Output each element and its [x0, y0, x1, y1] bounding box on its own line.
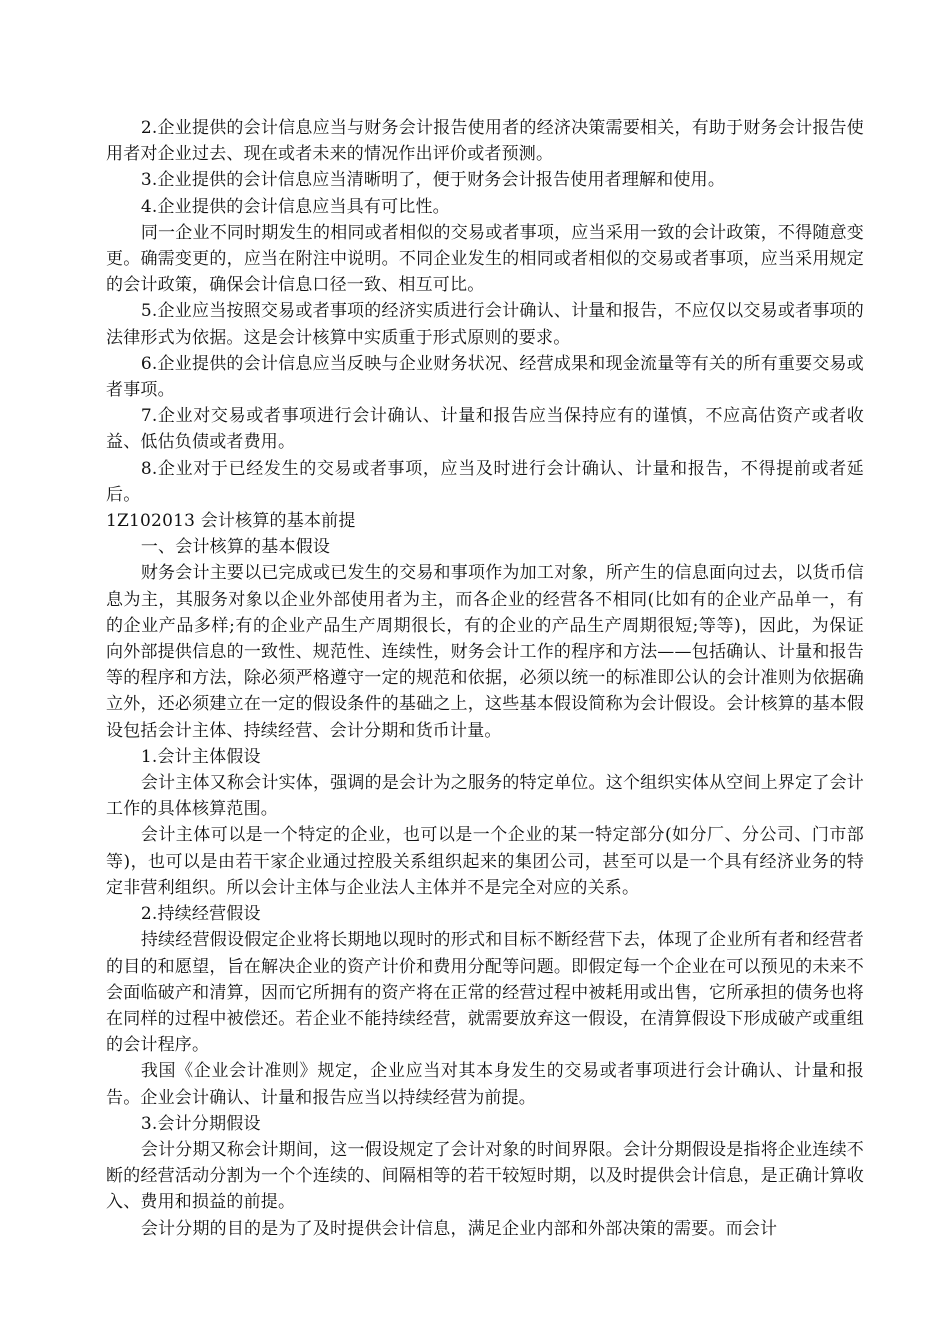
paragraph-item-8: 8.企业对于已经发生的交易或者事项，应当及时进行会计确认、计量和报告，不得提前或者延后。 — [106, 458, 864, 505]
paragraph-item-4: 4.企业提供的会计信息应当具有可比性。 — [140, 196, 450, 217]
heading-accounting-period: 3.会计分期假设 — [140, 1113, 261, 1134]
paragraph-assumptions-intro: 财务会计主要以已完成或已发生的交易和事项作为加工对象，所产生的信息面向过去，以货币信息为主，其服务对象以企业外部使用者为主，而各企业的经营各不相同(比如有的企业产品单一，有的企业产品多样;有的企业产品生产周期很长，有的企业的产品生产周期很短;等等)，因此，为保证向外部提供信息的一致性、规范性、连续性，财务会计工作的程序和方法——包括确认、计量和报告等的程序和方法，除必须严格遵守一定的规范和依据，必须以统一的标准即公认的会计准则为依据确立外，还必须建立在一定的假设条件的基础之上，这些基本假设简称为会计假设。会计核算的基本假设包括会计主体、持续经营、会计分期和货币计量。 — [106, 563, 864, 741]
paragraph-entity-scope: 会计主体可以是一个特定的企业，也可以是一个企业的某一特定部分(如分厂、分公司、门市部等)，也可以是由若干家企业通过控股关系组织起来的集团公司，甚至可以是一个具有经济业务的特定非营利组织。所以会计主体与企业法人主体并不是完全对应的关系。 — [106, 825, 864, 898]
paragraph-comparability-detail: 同一企业不同时期发生的相同或者相似的交易或者事项，应当采用一致的会计政策，不得随意变更。确需变更的，应当在附注中说明。不同企业发生的相同或者相似的交易或者事项，应当采用规定的会计政策，确保会计信息口径一致、相互可比。 — [106, 222, 864, 296]
paragraph-going-concern-definition: 持续经营假设假定企业将长期地以现时的形式和目标不断经营下去，体现了企业所有者和经营者的目的和愿望，旨在解决企业的资产计价和费用分配等问题。即假定每一个企业在可以预见的未来不会面临破产和清算，因而它所拥有的资产将在正常的经营过程中被耗用或出售，它所承担的债务也将在同样的过程中被偿还。若企业不能持续经营，就需要放弃这一假设，在清算假设下形成破产或重组的会计程序。 — [106, 930, 864, 1056]
paragraph-accounting-period-purpose: 会计分期的目的是为了及时提供会计信息，满足企业内部和外部决策的需要。而会计 — [140, 1218, 778, 1239]
paragraph-item-5: 5.企业应当按照交易或者事项的经济实质进行会计确认、计量和报告，不应仅以交易或者事项的法律形式为依据。这是会计核算中实质重于形式原则的要求。 — [106, 301, 864, 348]
paragraph-accounting-period-definition: 会计分期又称会计期间，这一假设规定了会计对象的时间界限。会计分期假设是指将企业连续不断的经营活动分割为一个个连续的、间隔相等的若干较短时期，以及时提供会计信息，是正确计算收入、费用和损益的前提。 — [106, 1139, 864, 1213]
heading-going-concern: 2.持续经营假设 — [140, 904, 261, 925]
paragraph-going-concern-standard: 我国《企业会计准则》规定，企业应当对其本身发生的交易或者事项进行会计确认、计量和报告。企业会计确认、计量和报告应当以持续经营为前提。 — [106, 1061, 864, 1108]
paragraph-item-2: 2.企业提供的会计信息应当与财务会计报告使用者的经济决策需要相关，有助于财务会计报告使用者对企业过去、现在或者未来的情况作出评价或者预测。 — [106, 118, 864, 165]
subsection-heading-basic-assumptions: 一、会计核算的基本假设 — [140, 537, 331, 558]
document-body — [106, 115, 864, 1242]
paragraph-item-7: 7.企业对交易或者事项进行会计确认、计量和报告应当保持应有的谨慎，不应高估资产或者收益、低估负债或者费用。 — [106, 406, 864, 453]
paragraph-item-3: 3.企业提供的会计信息应当清晰明了，便于财务会计报告使用者理解和使用。 — [140, 170, 726, 191]
paragraph-item-6: 6.企业提供的会计信息应当反映与企业财务状况、经营成果和现金流量等有关的所有重要交易或者事项。 — [106, 353, 864, 401]
heading-entity-assumption: 1.会计主体假设 — [140, 746, 261, 767]
section-heading-1z102013: 1Z102013 会计核算的基本前提 — [106, 511, 356, 532]
paragraph-entity-definition: 会计主体又称会计实体，强调的是会计为之服务的特定单位。这个组织实体从空间上界定了会计工作的具体核算范围。 — [106, 773, 864, 820]
